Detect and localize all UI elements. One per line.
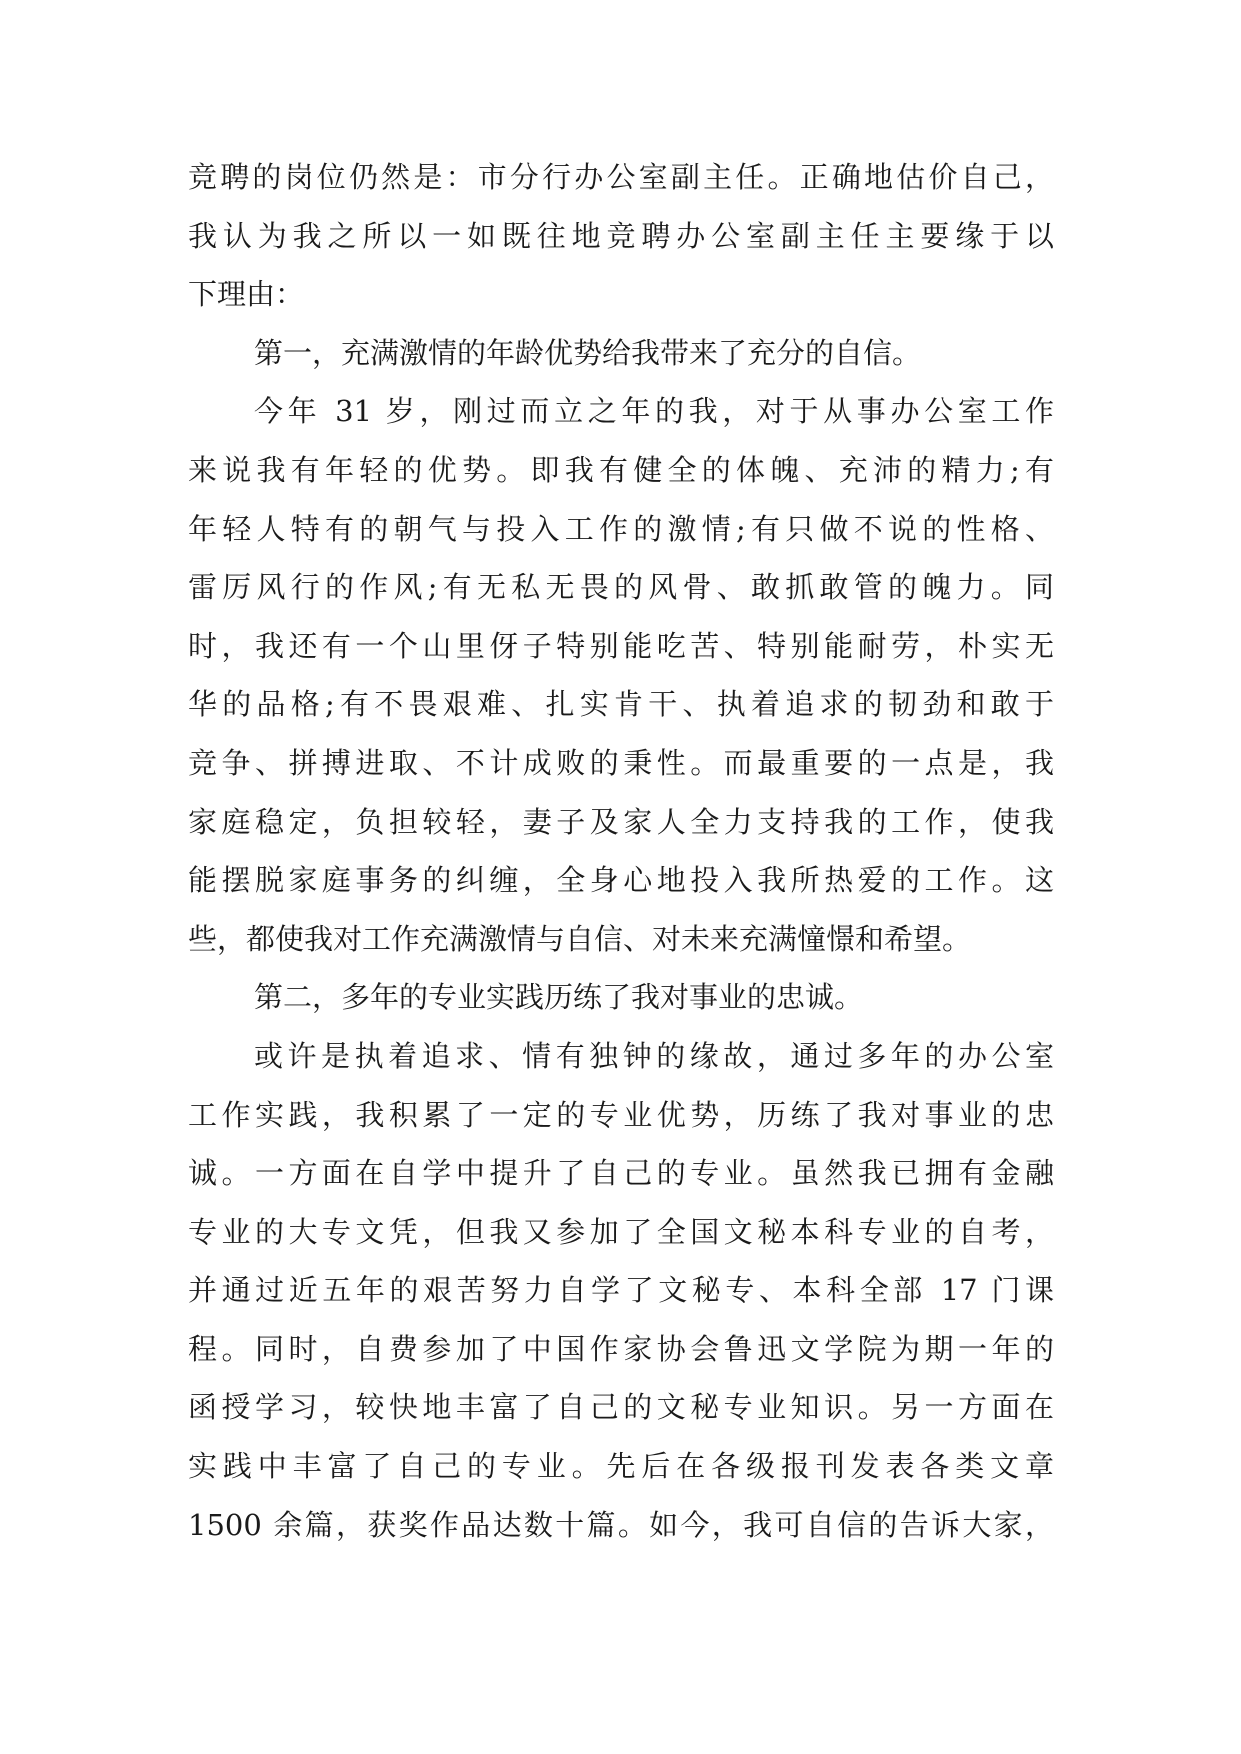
text-line: 函授学习，较快地丰富了自己的文秘专业知识。另一方面在 bbox=[188, 1390, 1054, 1425]
text-line: 1500 余篇，获奖作品达数十篇。如今，我可自信的告诉大家， bbox=[188, 1507, 1054, 1542]
text-line: 竞争、拼搏进取、不计成败的秉性。而最重要的一点是，我 bbox=[188, 745, 1054, 780]
text-line: 雷厉风行的作风;有无私无畏的风骨、敢抓敢管的魄力。同 bbox=[188, 570, 1054, 605]
text-line: 我认为我之所以一如既往地竞聘办公室副主任主要缘于以 bbox=[188, 218, 1054, 253]
text-line: 下理由： bbox=[188, 277, 305, 312]
section-heading: 第二，多年的专业实践历练了我对事业的忠诚。 bbox=[254, 980, 864, 1015]
text-line: 程。同时，自费参加了中国作家协会鲁迅文学院为期一年的 bbox=[188, 1331, 1054, 1366]
text-line: 年轻人特有的朝气与投入工作的激情;有只做不说的性格、 bbox=[188, 511, 1054, 546]
text-line: 来说我有年轻的优势。即我有健全的体魄、充沛的精力;有 bbox=[188, 452, 1054, 487]
text-line: 时，我还有一个山里伢子特别能吃苦、特别能耐劳，朴实无 bbox=[188, 628, 1054, 663]
text-line: 些，都使我对工作充满激情与自信、对未来充满憧憬和希望。 bbox=[188, 921, 972, 956]
text-line: 家庭稳定，负担较轻，妻子及家人全力支持我的工作，使我 bbox=[188, 804, 1054, 839]
text-line: 今年 31 岁，刚过而立之年的我，对于从事办公室工作 bbox=[254, 394, 1054, 429]
text-line: 能摆脱家庭事务的纠缠，全身心地投入我所热爱的工作。这 bbox=[188, 863, 1054, 898]
section-heading: 第一，充满激情的年龄优势给我带来了充分的自信。 bbox=[254, 335, 922, 370]
text-line: 诚。一方面在自学中提升了自己的专业。虽然我已拥有金融 bbox=[188, 1156, 1054, 1191]
text-line: 并通过近五年的艰苦努力自学了文秘专、本科全部 17 门课 bbox=[188, 1273, 1054, 1308]
text-line: 竞聘的岗位仍然是：市分行办公室副主任。正确地估价自己， bbox=[188, 160, 1054, 194]
text-line: 华的品格;有不畏艰难、扎实肯干、执着追求的韧劲和敢于 bbox=[188, 687, 1054, 722]
body-text bbox=[188, 148, 1054, 1554]
text-line: 实践中丰富了自己的专业。先后在各级报刊发表各类文章 bbox=[188, 1449, 1054, 1484]
text-line: 专业的大专文凭，但我又参加了全国文秘本科专业的自考， bbox=[188, 1214, 1054, 1249]
text-line: 或许是执着追求、情有独钟的缘故，通过多年的办公室 bbox=[254, 1038, 1054, 1073]
text-line: 工作实践，我积累了一定的专业优势，历练了我对事业的忠 bbox=[188, 1097, 1054, 1132]
